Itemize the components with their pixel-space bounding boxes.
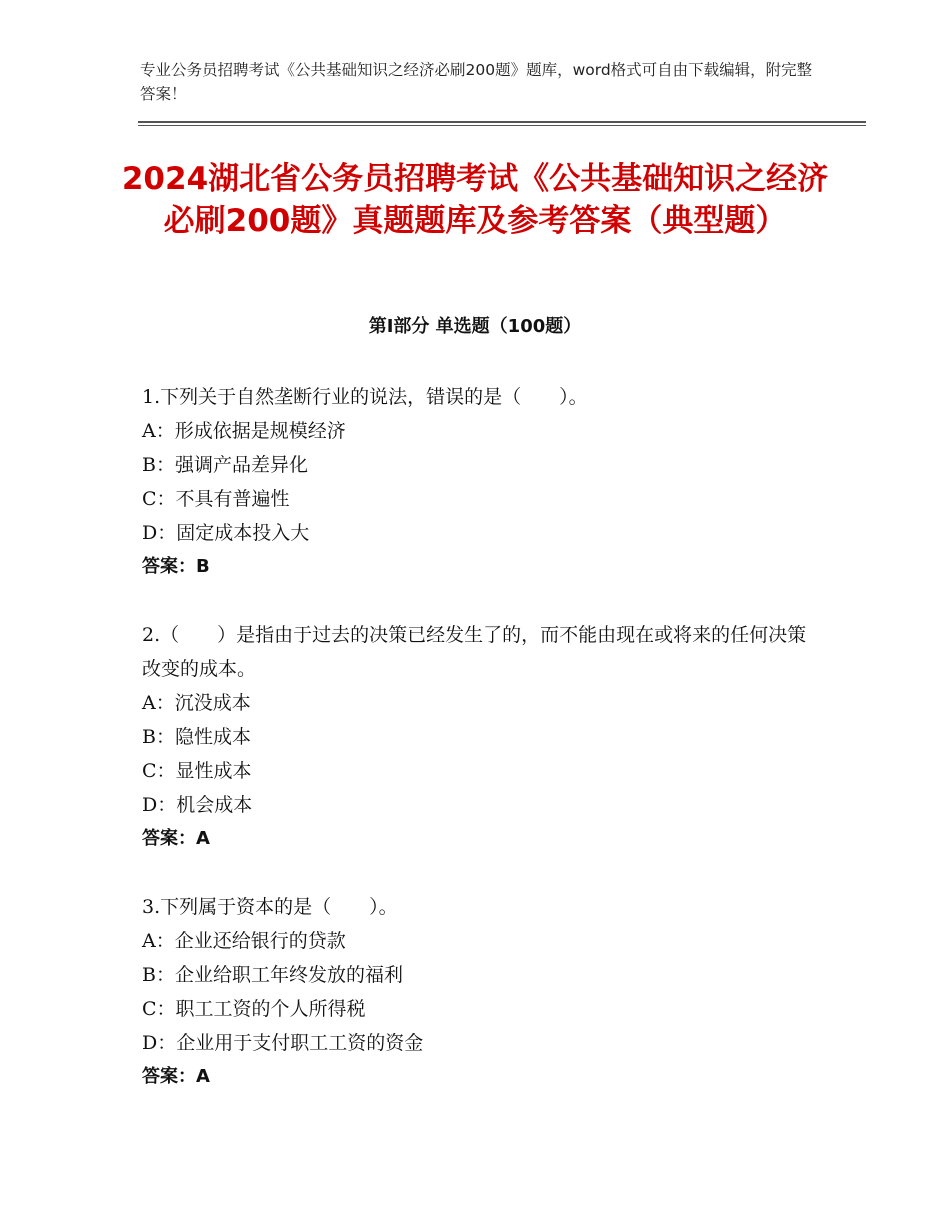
answer: 答案：A (142, 1066, 210, 1087)
option-d: D：企业用于支付职工工资的资金 (142, 1032, 424, 1054)
section-heading: 第Ⅰ部分 单选题（100题） (368, 316, 582, 337)
option-b: B：强调产品差异化 (142, 454, 308, 476)
question-stem: 1.下列关于自然垄断行业的说法，错误的是（ ）。 (142, 386, 588, 408)
option-b: B：隐性成本 (142, 726, 251, 748)
question-stem: 2.（ ）是指由于过去的决策已经发生了的，而不能由现在或将来的任何决策改变的成本。 (142, 624, 807, 680)
question-3 (142, 890, 822, 1094)
answer: 答案：B (142, 556, 210, 577)
option-c: C：职工工资的个人所得税 (142, 998, 366, 1020)
option-b: B：企业给职工年终发放的福利 (142, 964, 403, 986)
answer: 答案：A (142, 828, 210, 849)
question-2 (142, 618, 822, 856)
header-rule-thin (138, 125, 866, 126)
option-c: C：不具有普遍性 (142, 488, 290, 510)
document-title: 2024湖北省公务员招聘考试《公共基础知识之经济必刷200题》真题题库及参考答案（典型题） (121, 161, 829, 239)
option-a: A：形成依据是规模经济 (142, 420, 346, 442)
question-stem: 3.下列属于资本的是（ ）。 (142, 896, 398, 918)
option-d: D：机会成本 (142, 794, 253, 816)
option-c: C：显性成本 (142, 760, 252, 782)
question-1 (142, 380, 822, 584)
option-a: A：企业还给银行的贷款 (142, 930, 346, 952)
question-list (142, 380, 822, 1128)
option-d: D：固定成本投入大 (142, 522, 310, 544)
header-note: 专业公务员招聘考试《公共基础知识之经济必刷200题》题库，word格式可自由下载编辑，附完整答案！ (140, 61, 813, 103)
header-rule-thick (138, 121, 866, 123)
option-a: A：沉没成本 (142, 692, 251, 714)
